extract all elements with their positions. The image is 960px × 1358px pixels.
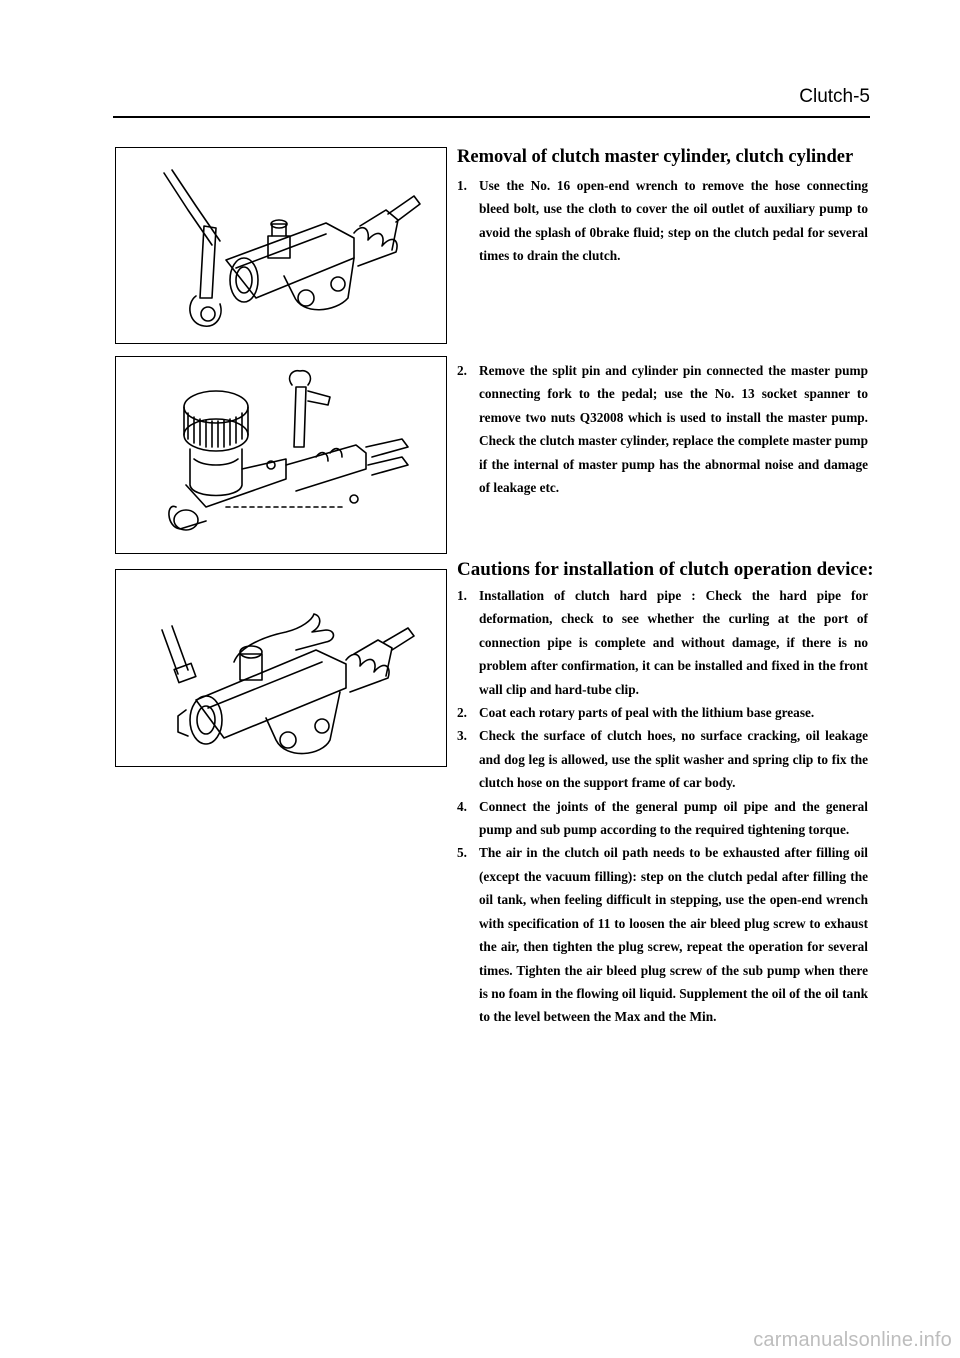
step-number: 4. — [457, 798, 467, 814]
step-text: Coat each rotary parts of peal with the lithium base grease. — [479, 705, 815, 721]
step-text: The air in the clutch oil path needs to be exhausted after filling oil (except the vacuum filling): step on the clutch pedal after filling the oil tank, when feeling difficult in stepping, use the open-end wrench with specification of 11 to loosen the air bleed plug screw to exhaust the air, then tighten the plug screw, repeat the operation for several times. Tighten the air bleed plug screw of the sub pump when there is no foam in the flowing oil liquid. Supplement the oil of the oil tank to the level between the Max and the Min. — [479, 845, 868, 1025]
installation-step-5 — [457, 841, 868, 1028]
step-text: Installation of clutch hard pipe : Check the hard pipe for deformation, check to see whether the curling at the port of connection pipe is complete and without damage, if there is no problem after confirmation, it can be installed and fixed in the front wall clip and hard-tube clip. — [479, 588, 868, 697]
step-text: Check the surface of clutch hoes, no surface cracking, oil leakage and dog leg is allowed, use the split washer and spring clip to fix the clutch hose on the support frame of car body. — [479, 728, 868, 791]
installation-steps-list — [457, 584, 868, 1029]
installation-step-2 — [457, 701, 868, 724]
step-number: 5. — [457, 845, 467, 861]
installation-step-3 — [457, 724, 868, 794]
removal-step-2 — [457, 359, 868, 499]
step-text: Use the No. 16 open-end wrench to remove the hose connecting bleed bolt, use the cloth to cover the oil outlet of auxiliary pump to avoid the splash of 0brake fluid; step on the clutch pedal for several times to drain the clutch. — [479, 178, 868, 264]
section-title-removal: Removal of clutch master cylinder, clutch cylinder — [457, 147, 854, 167]
step-number: 1. — [457, 588, 467, 603]
header-rule — [113, 116, 870, 118]
section-title-installation: Cautions for installation of clutch operation device: — [457, 559, 874, 580]
step-text: Connect the joints of the general pump oil pipe and the general pump and sub pump according to the required tightening torque. — [479, 798, 868, 838]
step-number: 1. — [457, 178, 467, 193]
figure-wrench-on-clutch-cylinder — [115, 147, 447, 344]
step-number: 2. — [457, 705, 467, 721]
figure-clutch-cylinder-installation — [115, 569, 447, 767]
removal-step-1 — [457, 174, 868, 268]
step-number: 2. — [457, 363, 467, 378]
step-text: Remove the split pin and cylinder pin connected the master pump connecting fork to the pedal; use the No. 13 socket spanner to remove two nuts Q32008 which is used to install the master pump. Check the clutch master cylinder, replace the complete master pump if the internal of master pump has the abnormal noise and damage of leakage etc. — [479, 363, 868, 496]
figure-clutch-master-cylinder — [115, 356, 447, 554]
installation-step-4 — [457, 795, 868, 842]
installation-step-1 — [457, 584, 868, 701]
page-label: Clutch-5 — [799, 86, 870, 107]
watermark: carmanualsonline.info — [753, 1329, 952, 1351]
step-number: 3. — [457, 728, 467, 744]
